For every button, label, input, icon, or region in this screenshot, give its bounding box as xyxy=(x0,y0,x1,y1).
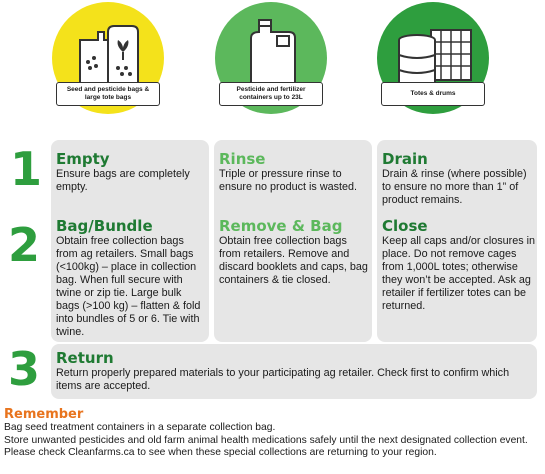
cell-text: Keep all caps and/or closures in place. Do not remove cages from 1,000L totes; otherwise they won’t be accepted. Ask ag retailer if fertilizer totes can be returned. xyxy=(382,235,536,312)
step1-empty xyxy=(56,150,206,194)
cell-text: Obtain free collection bags from retailers. Remove and discard booklets and caps, bag containers & tie closed. xyxy=(219,235,368,286)
remember-title: Remember xyxy=(4,407,84,422)
step-number-1: 1 xyxy=(10,142,43,196)
category-totes-badge xyxy=(377,2,489,114)
cell-title: Close xyxy=(382,217,428,235)
step2-bag-bundle xyxy=(56,217,206,339)
cell-title: Bag/Bundle xyxy=(56,217,153,235)
step2-remove-bag xyxy=(219,217,369,287)
cell-title: Empty xyxy=(56,150,110,168)
remember-line: Bag seed treatment containers in a separate collection bag. xyxy=(4,422,276,433)
cell-title: Remove & Bag xyxy=(219,217,343,235)
category-label: Seed and pesticide bags & large tote bags xyxy=(56,82,160,106)
cell-text: Drain & rinse (where possible) to ensure no more than 1” of product remains. xyxy=(382,168,527,206)
category-label: Totes & drums xyxy=(381,82,485,106)
category-label: Pesticide and fertilizer containers up to 23L xyxy=(219,82,323,106)
cell-text: Return properly prepared materials to your participating ag retailer. Check first to confirm which items are accepted. xyxy=(56,367,510,392)
step1-rinse xyxy=(219,150,369,194)
step3-return xyxy=(56,349,534,393)
step1-drain xyxy=(382,150,536,207)
step-number-3: 3 xyxy=(8,342,41,396)
cell-text: Ensure bags are completely empty. xyxy=(56,168,190,193)
remember-line: Please check Cleanfarms.ca to see when these special collections are returning to your region. xyxy=(4,447,437,458)
step-number-2: 2 xyxy=(8,218,41,272)
step2-close xyxy=(382,217,536,313)
cell-title: Rinse xyxy=(219,150,266,168)
remember-section xyxy=(4,407,544,460)
cell-title: Drain xyxy=(382,150,428,168)
category-bags-badge xyxy=(52,2,164,114)
cell-text: Triple or pressure rinse to ensure no product is wasted. xyxy=(219,168,358,193)
category-jugs-badge xyxy=(215,2,327,114)
cell-title: Return xyxy=(56,349,114,367)
cell-text: Obtain free collection bags from ag retailers. Small bags (<100kg) – place in collection bag. When full secure with twine or zip tie. Large bulk bags (>100 kg) – flatten & fold into bundles of 5 or 6. Tie with twine. xyxy=(56,235,201,338)
remember-line: Store unwanted pesticides and old farm animal health medications safely until the next designated collection event. xyxy=(4,434,528,446)
